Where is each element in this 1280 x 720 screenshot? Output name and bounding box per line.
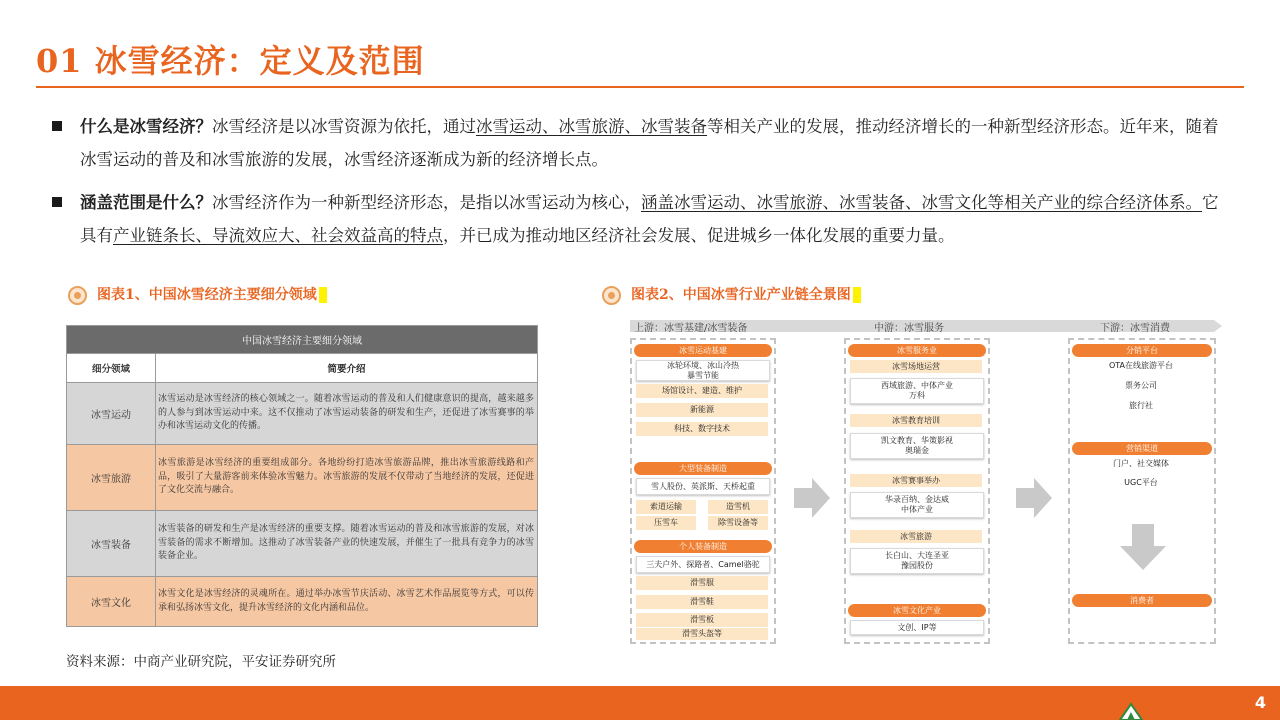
segment-name: 冰雪装备	[67, 511, 156, 577]
page-number: 4	[1254, 693, 1266, 712]
chain-item: 新能源	[636, 403, 768, 417]
bullet-text: 它具有	[80, 193, 1219, 245]
table-row	[67, 577, 538, 627]
chain-item: 冰轮环境、冰山冷热 暴雪节能	[636, 360, 770, 381]
table-row	[67, 445, 538, 511]
source-note: 资料来源：中商产业研究院，平安证券研究所	[66, 654, 336, 670]
chain-item: 门户、社交媒体	[1113, 459, 1169, 468]
bullet-text: 冰雪经济作为一种新型经济形态，是指以冰雪运动为核心，	[212, 193, 641, 212]
chain-item: OTA在线旅游平台	[1108, 361, 1174, 370]
chain-item: 场馆设计、建造、维护	[636, 384, 768, 398]
table-header: 简要介绍	[156, 354, 538, 383]
chain-item: 票务公司	[1125, 381, 1157, 390]
upstream-label: 上游：冰雪基建/冰雪装备	[634, 323, 748, 334]
title-divider	[36, 86, 1244, 88]
bullet-underlined-text: 综合经济体系。	[1086, 193, 1202, 212]
bullet-question: 什么是冰雪经济？	[80, 117, 212, 136]
downstream-label: 下游：冰雪消费	[1100, 323, 1170, 334]
segment-name: 冰雪运动	[67, 383, 156, 445]
chain-item: 文创、IP等	[850, 620, 984, 635]
segment-name: 冰雪文化	[67, 577, 156, 627]
bullet-text: ，并已成为推动地区经济社会发展、促进城乡一体化发展的重要力量。	[443, 226, 955, 245]
chain-section-header: 个人装备制造	[634, 540, 772, 553]
caption-circle-icon	[602, 286, 621, 305]
bullet-text: 等相关产业的发展，推动经济增长的一种新型经济形	[707, 117, 1087, 136]
bullet-what-is	[52, 110, 1232, 176]
highlight-mark	[319, 287, 327, 303]
chain-item: 压雪车	[636, 516, 696, 530]
page-title: 01 冰雪经济：定义及范围	[36, 42, 425, 80]
segment-desc: 冰雪旅游是冰雪经济的重要组成部分。各地纷纷打造冰雪旅游品牌，推出冰雪旅游线路和产品，吸引了大量游客前来体验冰雪魅力。冰雪旅游的发展不仅带动了当地经济的发展，还促进了文化交流与融合。	[156, 445, 538, 511]
caption-circle-icon	[68, 286, 87, 305]
chain-item: 冰雪场地运营	[850, 360, 982, 373]
figure2-caption	[602, 284, 861, 305]
upstream-column	[630, 338, 776, 644]
bullet-scope	[52, 186, 1232, 252]
table-header: 细分领域	[67, 354, 156, 383]
bullet-square-icon	[52, 197, 62, 207]
table-title: 中国冰雪经济主要细分领域	[67, 326, 538, 354]
industry-chain-diagram	[630, 318, 1224, 648]
bullet-text: 冰雪经济是以冰雪资源为依托，通过	[212, 117, 476, 136]
chain-section-header: 冰雪服务业	[848, 344, 986, 357]
bullet-underlined-text: 产业链条长、导流效应大、社会效益高的特点	[113, 226, 443, 245]
bullet-square-icon	[52, 121, 62, 131]
right-arrow-icon	[1016, 478, 1052, 518]
chain-section-header: 分销平台	[1072, 344, 1212, 357]
bullet-text: 态。近年来，随着冰雪运动的普及和冰雪旅游的发展，冰雪经济逐渐成为新的经济增长点。	[80, 117, 1219, 169]
chain-item: 滑雪鞋	[636, 595, 768, 609]
segment-desc: 冰雪运动是冰雪经济的核心领域之一。随着冰雪运动的普及和人们健康意识的提高，越来越多的人参与到冰雪运动中来。这不仅推动了冰雪运动装备的研发和生产，还促进了冰雪赛事的举办和冰雪运动文化的传播。	[156, 383, 538, 445]
right-arrow-icon	[794, 478, 830, 518]
chain-item: 长白山、大连圣亚 豫园股份	[850, 548, 984, 574]
chain-item: 索道运输	[636, 500, 696, 514]
footer-bar	[0, 686, 1280, 720]
bullet-underlined-text: 冰雪运动、冰雪旅游、冰雪装备	[476, 117, 707, 136]
chain-item: 造雪机	[708, 500, 768, 514]
segments-table	[66, 325, 538, 627]
highlight-mark	[853, 287, 861, 303]
chain-item: 华录百纳、金达威 中体产业	[850, 492, 984, 518]
chain-item: 西域旅游、中体产业 万科	[850, 378, 984, 404]
chain-item: 冰雪赛事举办	[850, 474, 982, 487]
figure1-caption	[68, 284, 327, 305]
chain-item: 凯文教育、华策影视 奥瑞金	[850, 433, 984, 459]
downstream-column	[1068, 338, 1216, 644]
chain-item: 除雪设备等	[708, 516, 768, 530]
chain-item: 旅行社	[1129, 401, 1153, 410]
chain-section-header: 消费者	[1072, 594, 1212, 607]
table-row	[67, 383, 538, 445]
midstream-label: 中游：冰雪服务	[874, 323, 944, 334]
chain-item: 三夫户外、探路者、Camel骆驼	[636, 556, 770, 573]
chain-section-header: 营销渠道	[1072, 442, 1212, 455]
segment-name: 冰雪旅游	[67, 445, 156, 511]
chain-item: 冰雪教育培训	[850, 414, 982, 427]
chain-item: 雪人股份、英派斯、天桥起重	[636, 478, 770, 495]
chain-section-header: 冰雪运动基建	[634, 344, 772, 357]
chain-item: 滑雪头盔等	[636, 628, 768, 640]
bullet-question: 涵盖范围是什么？	[80, 193, 212, 212]
chain-section-header: 冰雪文化产业	[848, 604, 986, 617]
chain-item: 滑雪服	[636, 576, 768, 590]
logo-icon	[1118, 702, 1144, 720]
segment-desc: 冰雪装备的研发和生产是冰雪经济的重要支撑。随着冰雪运动的普及和冰雪旅游的发展，对冰雪装备的需求不断增加。这推动了冰雪装备产业的快速发展，并催生了一批具有竞争力的冰雪装备企业。	[156, 511, 538, 577]
bullet-underlined-text: 涵盖冰雪运动、冰雪旅游、冰雪装备、冰雪文化等相关产业的	[641, 193, 1087, 212]
segment-desc: 冰雪文化是冰雪经济的灵魂所在。通过举办冰雪节庆活动、冰雪艺术作品展览等方式，可以传承和弘扬冰雪文化，提升冰雪经济的文化内涵和品位。	[156, 577, 538, 627]
chain-item: UGC平台	[1124, 478, 1158, 487]
chain-item: 科技、数字技术	[636, 422, 768, 436]
chain-item: 滑雪板	[636, 613, 768, 627]
chain-section-header: 大型装备制造	[634, 462, 772, 475]
chain-item: 冰雪旅游	[850, 530, 982, 543]
table-row	[67, 511, 538, 577]
down-arrow-icon	[1120, 524, 1166, 570]
midstream-column	[844, 338, 990, 644]
figure2-caption-text: 图表2、中国冰雪行业产业链全景图	[631, 287, 851, 303]
figure1-caption-text: 图表1、中国冰雪经济主要细分领域	[97, 287, 317, 303]
